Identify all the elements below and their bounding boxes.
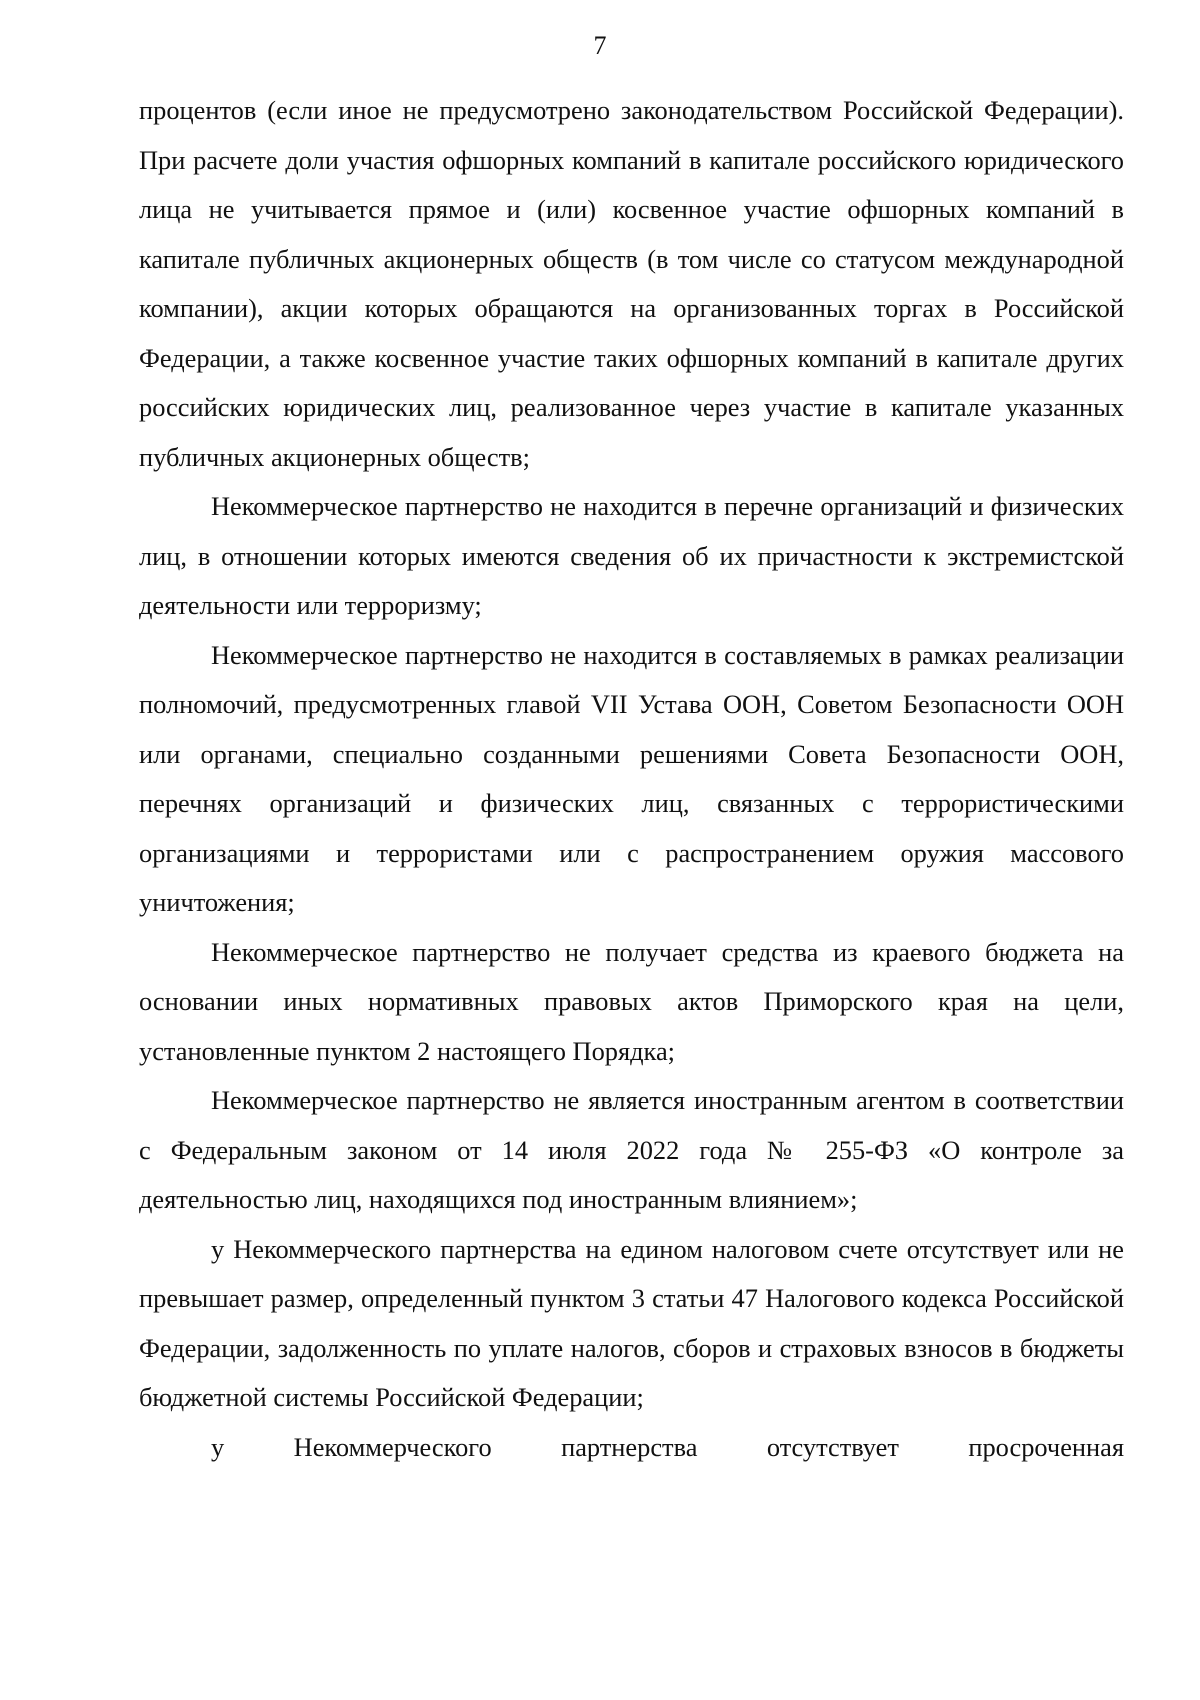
paragraph-2: Некоммерческое партнерство не находится в перечне организаций и физических лиц, в отношении которых имеются сведения об их причастности к экстремистской деятельности или терроризму; — [139, 491, 1124, 620]
document-body — [139, 86, 1124, 1472]
paragraph-1: процентов (если иное не предусмотрено законодательством Российской Федерации). При расчете доли участия офшорных компаний в капитале российского юридического лица не учитывается прямое и (или) косвенное участие офшорных компаний в капитале публичных акционерных обществ (в том числе со статусом международной компании), акции которых обращаются на организованных торгах в Российской Федерации, а также косвенное участие таких офшорных компаний в капитале других российских юридических лиц, реализованное через участие в капитале указанных публичных акционерных обществ; — [139, 95, 1124, 472]
paragraph-4: Некоммерческое партнерство не получает средства из краевого бюджета на основании иных нормативных правовых актов Приморского края на цели, установленные пунктом 2 настоящего Порядка; — [139, 936, 1124, 1066]
paragraph-7: у Некоммерческого партнерства отсутствует просроченная — [211, 1431, 1124, 1462]
page-number: 7 — [593, 31, 607, 60]
paragraph-3: Некоммерческое партнерство не находится в составляемых в рамках реализации полномочий, предусмотренных главой VII Устава ООН, Советом Безопасности ООН или органами, специально созданными решениями Совета Безопасности ООН, перечнях организаций и физических лиц, связанных с террористическими организациями и террористами или с распространением оружия массового уничтожения; — [139, 639, 1124, 917]
paragraph-5: Некоммерческое партнерство не является иностранным агентом в соответствии с Федеральным законом от 14 июля 2022 года № 255-ФЗ «О контроле за деятельностью лиц, находящихся под иностранным влиянием»; — [139, 1085, 1124, 1214]
paragraph-6: у Некоммерческого партнерства на едином налоговом счете отсутствует или не превышает размер, определенный пунктом 3 статьи 47 Налогового кодекса Российской Федерации, задолженность по уплате налогов, сборов и страховых взносов в бюджеты бюджетной системы Российской Федерации; — [139, 1233, 1124, 1412]
